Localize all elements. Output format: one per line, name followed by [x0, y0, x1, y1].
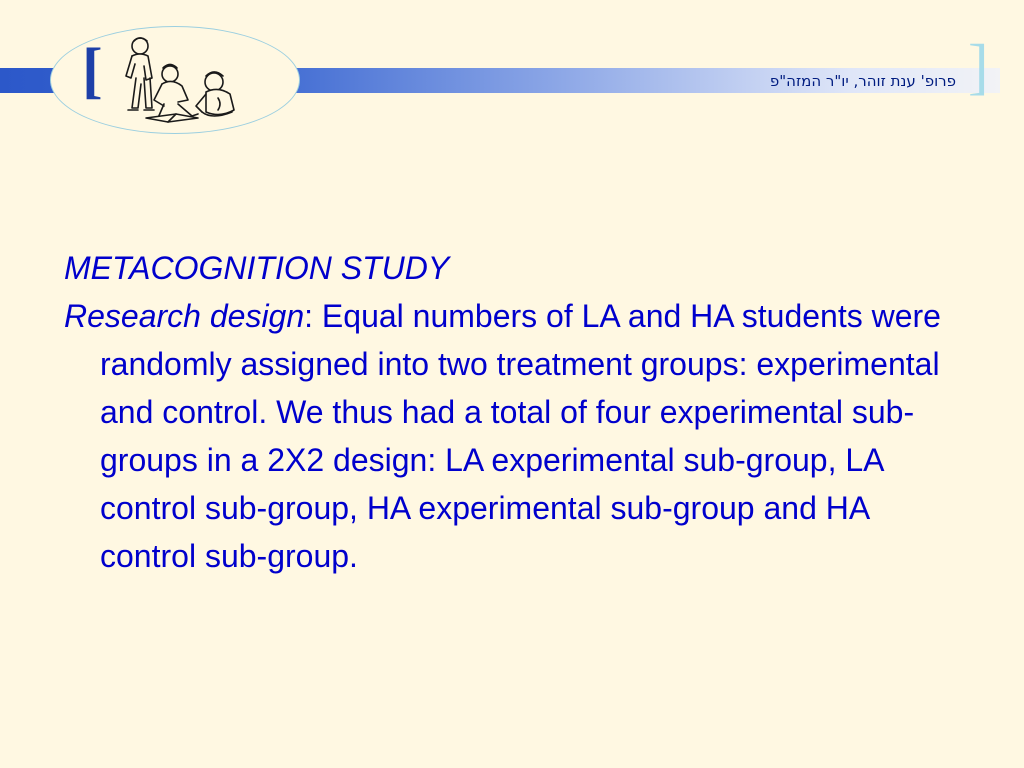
- header-author-text: פרופ' ענת זוהר, יו"ר המזה"פ: [769, 72, 956, 90]
- research-design-body: Equal numbers of LA and HA students were randomly assigned into two treatment groups: experimental and control. We thus had a total of four experimental sub-groups in a 2X2 design: LA experimental sub-group, LA control sub-group, HA experimental sub-group and HA control sub-group.: [100, 298, 941, 574]
- research-design-colon: :: [304, 298, 314, 334]
- research-design-paragraph: [64, 292, 964, 580]
- children-reading-icon: [106, 34, 248, 126]
- logo-left-bracket: [: [82, 37, 103, 105]
- research-design-label: Research design: [64, 298, 305, 334]
- slide-content: [64, 244, 964, 580]
- slide-title: METACOGNITION STUDY: [64, 250, 450, 286]
- header-right-bracket: ]: [968, 33, 989, 101]
